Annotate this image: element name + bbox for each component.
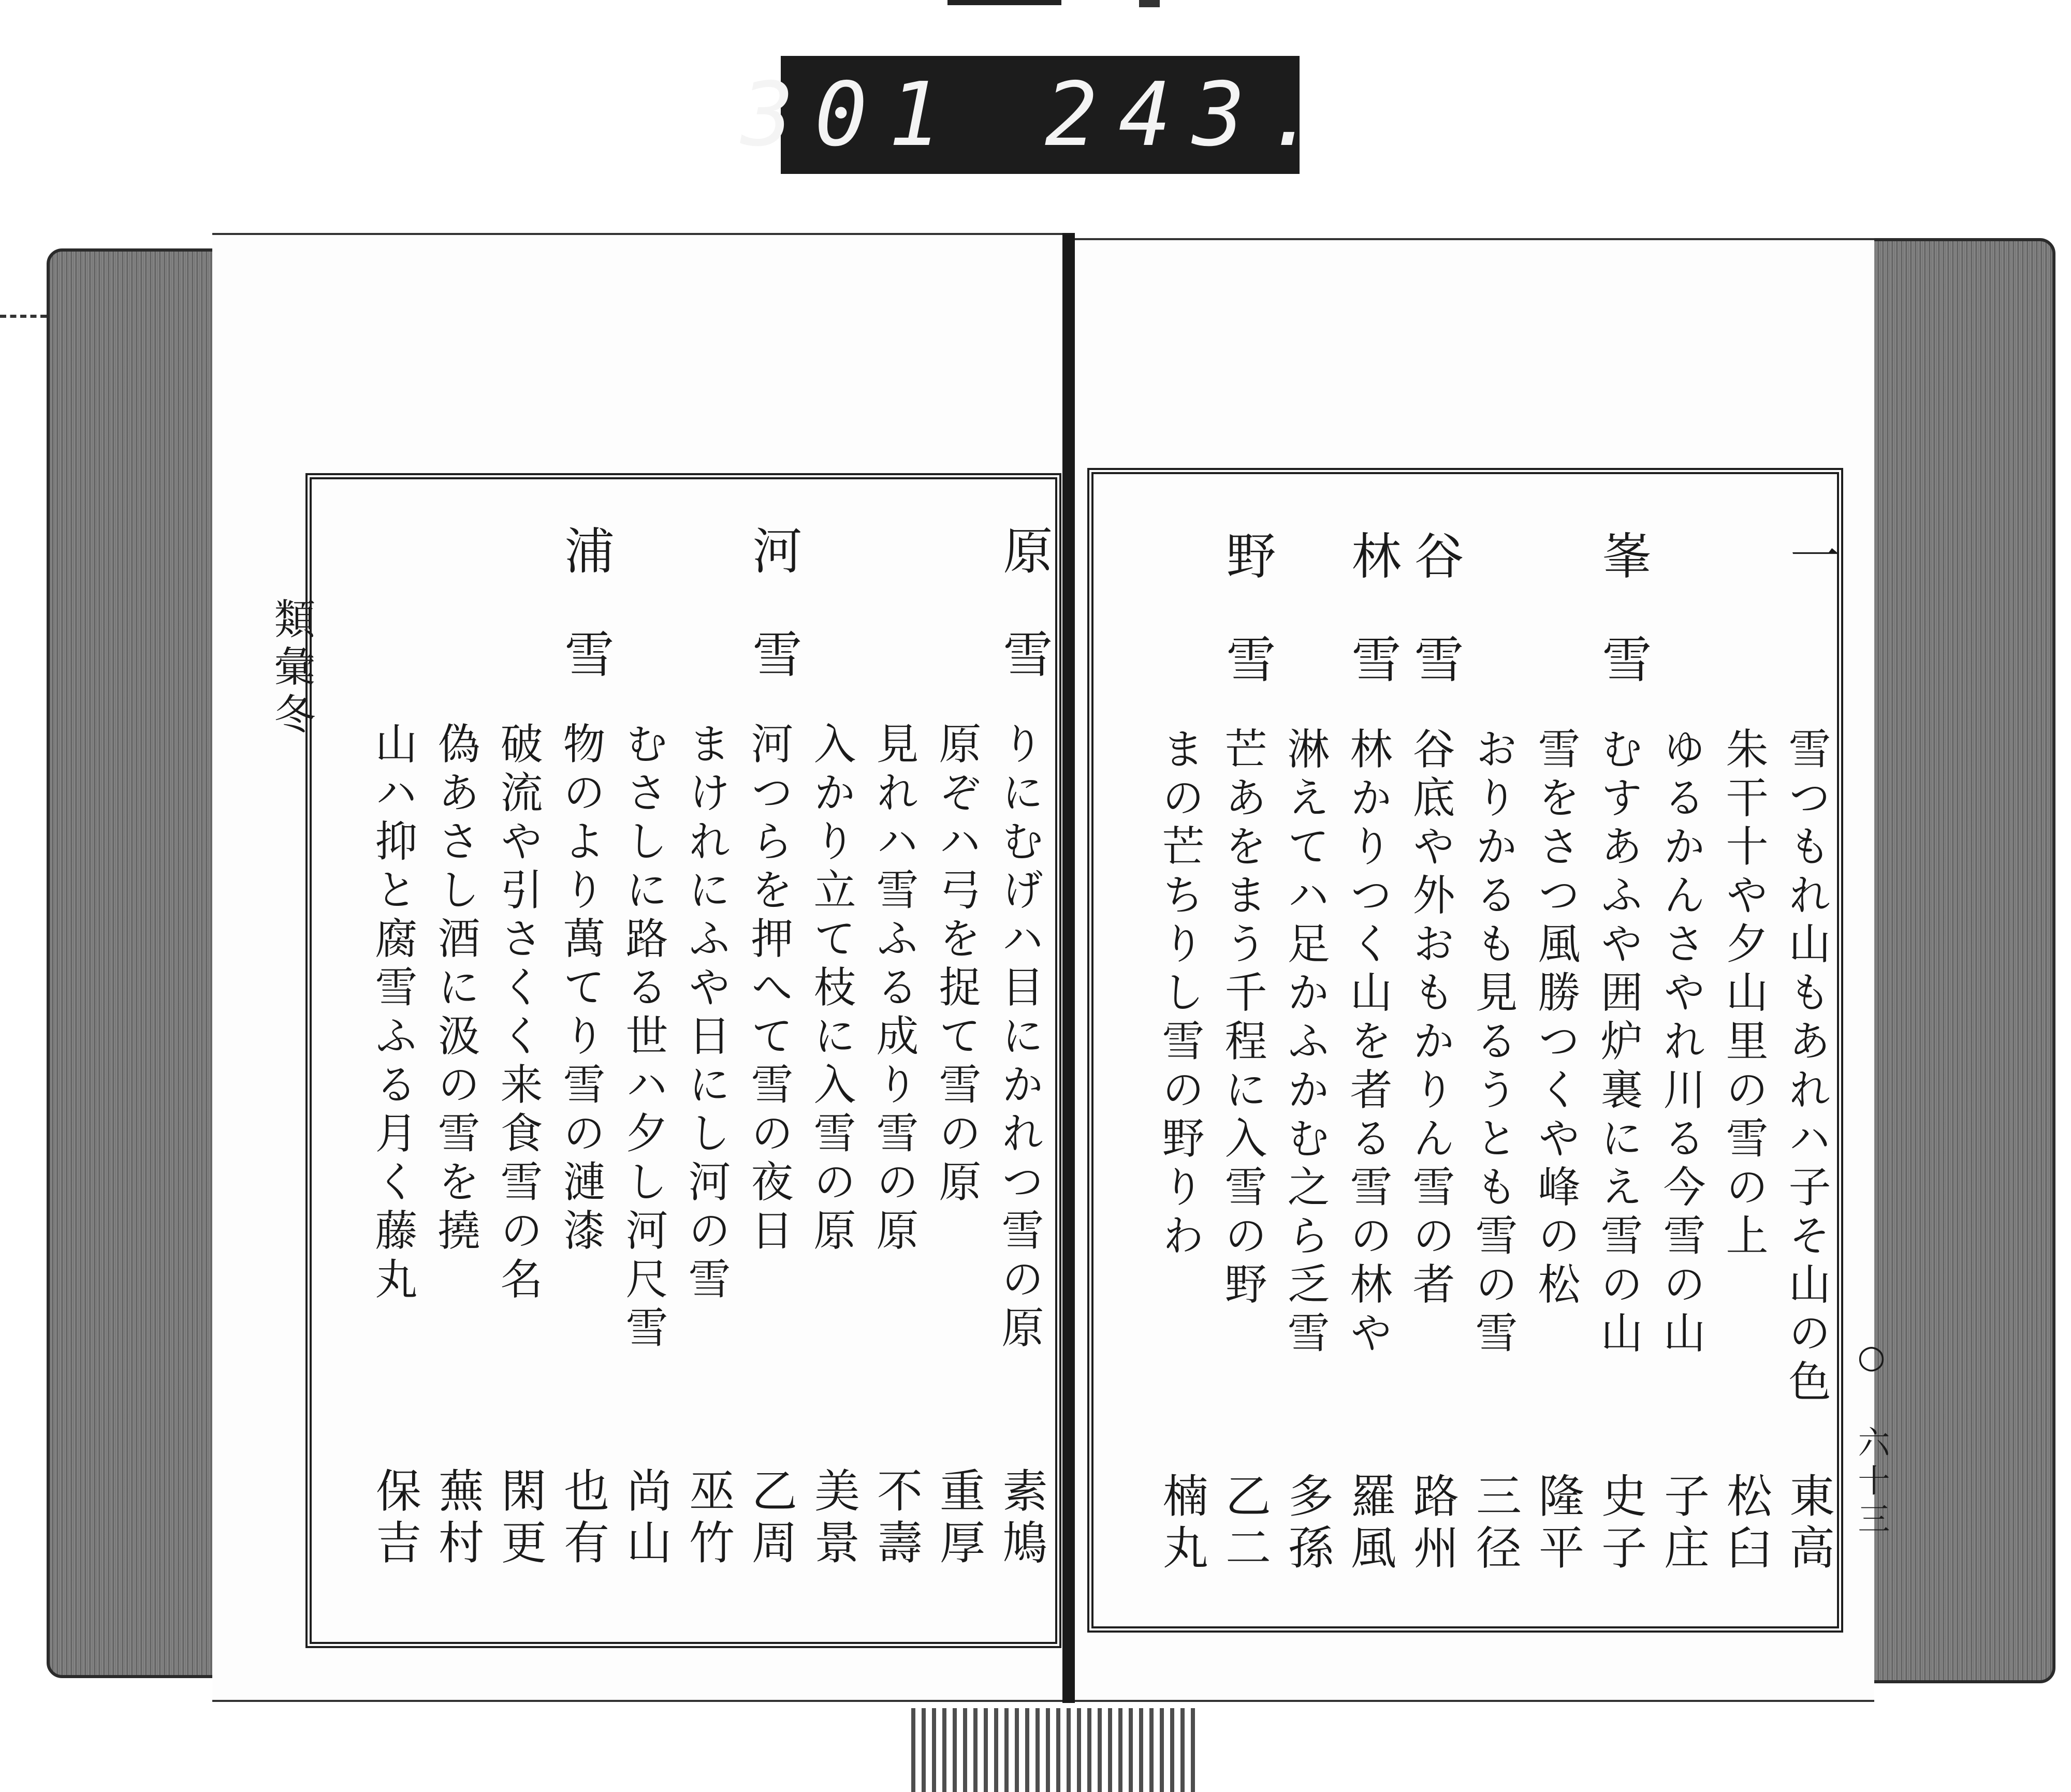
haiku-verse: まけれにふや日にし河の雪 <box>681 722 731 1305</box>
haiku-verse: まの芒ちりし雪の野りわ <box>1155 727 1204 1262</box>
poet-name: 不壽 <box>870 1467 923 1570</box>
haiku-verse: 見れハ雪ふる成り雪の原 <box>869 722 918 1257</box>
section-heading: 林 <box>1344 530 1402 586</box>
section-heading: 一 <box>1782 530 1840 586</box>
haiku-verse: むさしに路る世ハ夕し河尺雪 <box>619 722 668 1354</box>
haiku-verse: 物のより萬てり雪の漣漆 <box>556 722 605 1257</box>
poet-name: 松臼 <box>1719 1472 1773 1576</box>
scan-dash-line <box>0 315 47 318</box>
haiku-verse: 芒あをまう千程に入雪の野 <box>1218 727 1267 1311</box>
page-side-title: 類彙冬 <box>267 597 315 740</box>
season-word: 雪 <box>995 628 1053 684</box>
poet-name: 尚山 <box>619 1467 673 1570</box>
scan-edge-mark <box>947 0 1061 5</box>
haiku-verse: ゆるかんさやれ川る今雪の山 <box>1656 727 1705 1359</box>
section-heading: 原 <box>995 525 1053 581</box>
section-heading: 野 <box>1218 530 1276 586</box>
haiku-verse: 淋えてハ足かふかむ之ら乏雪 <box>1280 727 1330 1359</box>
poet-name: 隆平 <box>1532 1472 1585 1576</box>
haiku-verse: 偽あさし酒に汲の雪を撓 <box>431 722 480 1257</box>
haiku-verse: 河つらを押へて雪の夜日 <box>744 722 793 1257</box>
haiku-verse: 破流や引さくく来食雪の名 <box>493 722 543 1305</box>
scan-bottom-shadow <box>911 1708 1201 1792</box>
poet-name: 東高 <box>1782 1472 1835 1576</box>
poet-name: 也有 <box>557 1467 610 1570</box>
poet-name: 乙周 <box>745 1467 798 1570</box>
poet-name: 路州 <box>1406 1472 1460 1576</box>
scan-edge-mark-2 <box>1139 0 1160 7</box>
poet-name: 楠丸 <box>1156 1472 1209 1576</box>
section-heading: 峯 <box>1594 530 1652 586</box>
catalog-right-number: 243. <box>1044 64 1340 166</box>
haiku-verse: 原ぞハ弓を捉て雪の原 <box>932 722 981 1208</box>
open-book <box>47 233 2061 1703</box>
right-page <box>1072 238 1890 1702</box>
haiku-verse: むすあふや囲炉裏にえ雪の山 <box>1594 727 1643 1359</box>
season-word: 雪 <box>1344 634 1402 689</box>
poet-name: 美景 <box>807 1467 861 1570</box>
haiku-verse: 山ハ抑と腐雪ふる月く藤丸 <box>368 722 417 1305</box>
season-word: 雪 <box>1594 634 1652 689</box>
poet-name: 子庄 <box>1657 1472 1710 1576</box>
book-edge-left <box>47 248 224 1678</box>
season-word: 雪 <box>1218 634 1276 689</box>
poet-name: 三径 <box>1469 1472 1522 1576</box>
haiku-verse: 朱干十や夕山里の雪の上 <box>1719 727 1768 1262</box>
poet-name: 史子 <box>1594 1472 1647 1576</box>
section-heading: 河 <box>745 525 803 581</box>
haiku-verse: 雪つもれ山もあれハ子そ山の色 <box>1782 727 1831 1408</box>
haiku-verse: 林かりつく山を者る雪の林や <box>1343 727 1392 1359</box>
poet-name: 多孫 <box>1281 1472 1334 1576</box>
poet-name: 素鳩 <box>995 1467 1048 1570</box>
haiku-verse: 谷底や外おもかりん雪の者 <box>1406 727 1455 1311</box>
poet-name: 閑更 <box>494 1467 547 1570</box>
book-gutter <box>1062 233 1075 1703</box>
season-word: 雪 <box>745 628 803 684</box>
section-heading: 谷 <box>1406 530 1464 586</box>
poet-name: 重厚 <box>932 1467 986 1570</box>
haiku-verse: 雪をさつ風勝つくや峰の松 <box>1531 727 1580 1311</box>
poet-name: 乙二 <box>1218 1472 1272 1576</box>
catalog-left-number: 301 <box>740 64 962 166</box>
haiku-verse: りにむげハ目にかれつ雪の原 <box>995 722 1044 1354</box>
section-heading: 浦 <box>557 525 615 581</box>
poet-name: 保吉 <box>369 1467 422 1570</box>
haiku-verse: おりかるも見るうとも雪の雪 <box>1468 727 1518 1359</box>
season-word: 雪 <box>557 628 615 684</box>
poet-name: 羅風 <box>1344 1472 1397 1576</box>
catalog-number-plate <box>740 56 1340 174</box>
poet-name: 蕪村 <box>431 1467 485 1570</box>
left-page <box>212 233 1067 1702</box>
haiku-verse: 入かり立て枝に入雪の原 <box>807 722 856 1257</box>
page-number: ○ 六十三 <box>1853 1338 1890 1540</box>
poet-name: 巫竹 <box>682 1467 735 1570</box>
season-word: 雪 <box>1406 634 1464 689</box>
